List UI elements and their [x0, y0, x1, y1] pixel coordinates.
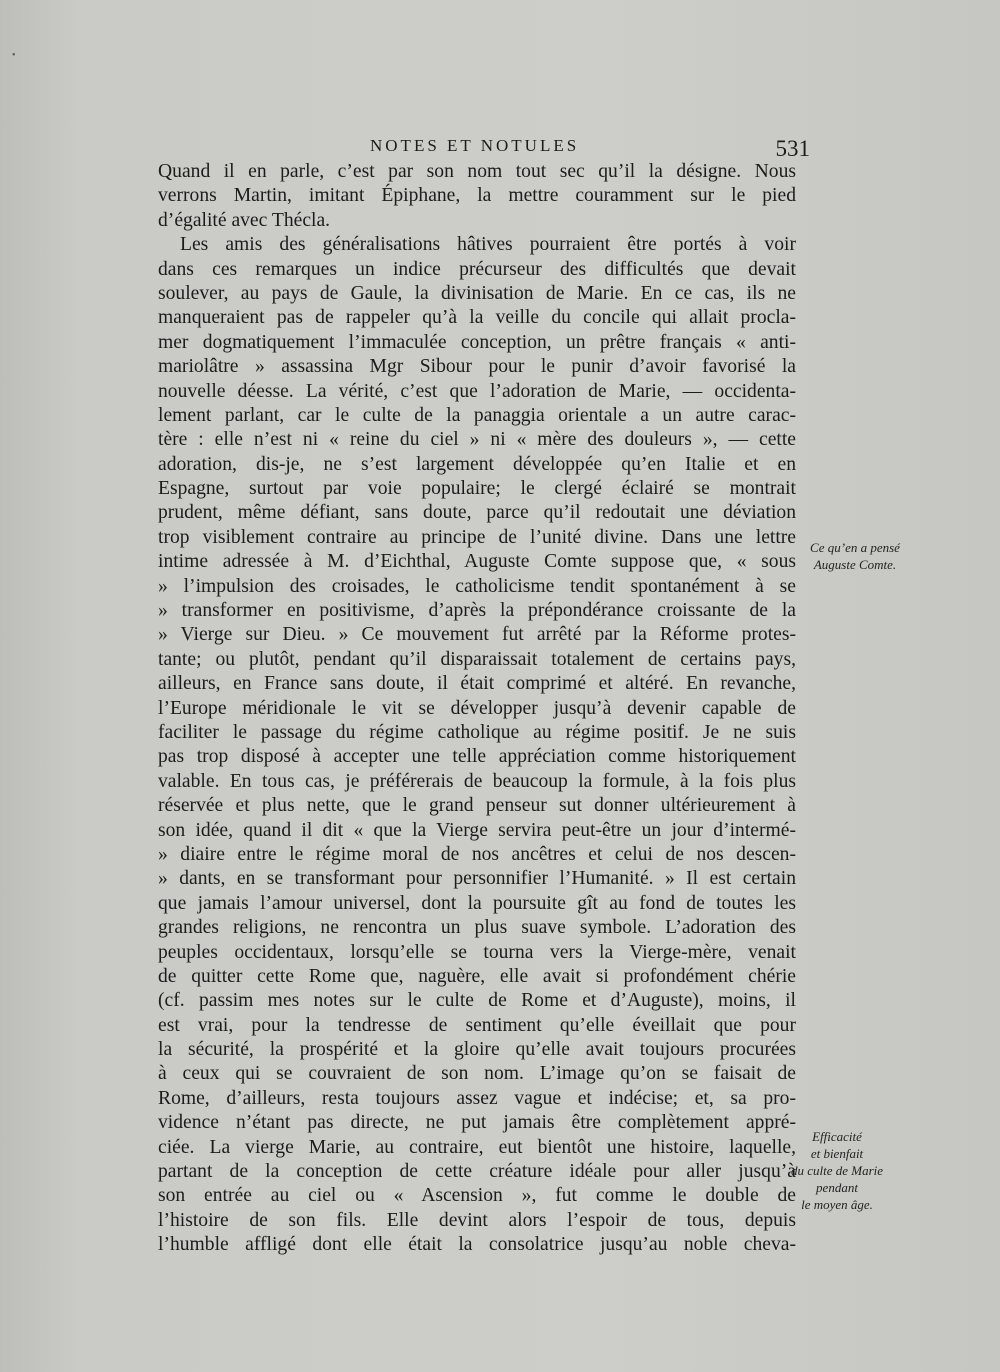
text-line: faciliter le passage du régime catholique au régime positif. Je ne suis: [158, 721, 796, 743]
text-line: est vrai, pour la tendresse de sentiment qu’elle éveillait que pour: [158, 1014, 796, 1036]
text-line: adoration, dis-je, ne s’est largement développée qu’en Italie et en: [158, 453, 796, 475]
text-line: d’égalité avec Thécla.: [158, 209, 331, 231]
text-line: l’Europe méridionale le vit se développer jusqu’à devenir capable de: [158, 697, 796, 719]
margin-note-line: pendant: [816, 1180, 858, 1195]
text-line: son idée, quand il dit « que la Vierge servira peut-être un jour d’intermé-: [158, 819, 796, 841]
margin-speck: •: [12, 50, 16, 61]
text-line: que jamais l’amour universel, dont la poursuite gît au fond de toutes les: [158, 892, 796, 914]
running-head: NOTES ET NOTULES: [370, 136, 580, 155]
text-line: mariolâtre » assassina Mgr Sibour pour le punir d’avoir favorisé la: [158, 356, 796, 378]
text-line: réservée et plus nette, que le grand penseur sut donner ultérieurement à: [158, 795, 796, 817]
text-line: dans ces remarques un indice précurseur des difficultés que devait: [158, 258, 796, 280]
text-line: (cf. passim mes notes sur le culte de Rome et d’Auguste), moins, il: [158, 990, 796, 1012]
text-line: tère : elle n’est ni « reine du ciel » ni « mère des douleurs », — cette: [158, 429, 796, 451]
text-line: » Vierge sur Dieu. » Ce mouvement fut arrêté par la Réforme protes-: [158, 624, 796, 646]
text-line: Rome, d’ailleurs, resta toujours assez vague et indécise; et, sa pro-: [158, 1087, 796, 1109]
text-line: » transformer en positivisme, d’après la prépondérance croissante de la: [158, 600, 796, 622]
text-line: pas trop disposé à accepter une telle appréciation comme historiquement: [158, 746, 796, 768]
text-line: à ceux qui se couvraient de son nom. L’image qu’on se faisait de: [158, 1063, 796, 1085]
text-line: verrons Martin, imitant Épiphane, la mettre couramment sur le pied: [158, 185, 796, 207]
margin-note-line: Auguste Comte.: [813, 557, 897, 572]
text-line: son entrée au ciel ou « Ascension », fut comme le double de: [158, 1185, 796, 1207]
text-line: manqueraient pas de rappeler qu’à la veille du concile qui allait procla-: [158, 307, 796, 329]
margin-note-line: Ce qu’en a pensé: [810, 540, 900, 555]
text-line: soulever, au pays de Gaule, la divinisation de Marie. En ce cas, ils ne: [158, 282, 796, 304]
text-line: » diaire entre le régime moral de nos ancêtres et celui de nos descen-: [158, 843, 796, 865]
margin-note-comte: [800, 539, 910, 573]
text-line: Les amis des généralisations hâtives pourraient être portés à voir: [180, 234, 796, 256]
text-line: Espagne, surtout par voie populaire; le clergé éclairé se montrait: [158, 478, 796, 500]
text-line: la sécurité, la prospérité et la gloire qu’elle avait toujours procurées: [158, 1039, 796, 1061]
margin-note-line: du culte de Marie: [790, 1163, 884, 1178]
text-line: » l’impulsion des croisades, le catholicisme tendit spontanément à se: [158, 575, 796, 597]
text-line: trop visiblement contraire au principe de l’unité divine. Dans une lettre: [158, 526, 796, 548]
text-line: l’histoire de son fils. Elle devint alors l’espoir de tous, depuis: [158, 1209, 796, 1231]
text-line: tante; ou plutôt, pendant qu’il disparaissait totalement de certains pays,: [158, 648, 796, 670]
text-line: grandes religions, ne rencontra un plus suave symbole. L’adoration des: [158, 917, 796, 939]
text-line: intime adressée à M. d’Eichthal, Auguste Comte suppose que, « sous: [158, 551, 796, 573]
text-line: mer dogmatiquement l’immaculée conception, un prêtre français « anti-: [158, 331, 796, 353]
text-line: ciée. La vierge Marie, au contraire, eut bientôt une histoire, laquelle,: [158, 1136, 796, 1158]
text-line: Quand il en parle, c’est par son nom tout sec qu’il la désigne. Nous: [158, 161, 796, 182]
text-line: valable. En tous cas, je préférerais de beaucoup la formule, à la fois plus: [158, 770, 796, 792]
body-text: [158, 160, 796, 1258]
margin-note-efficacite: [778, 1128, 896, 1213]
text-line: partant de la conception de cette créature idéale pour aller jusqu’à: [158, 1161, 796, 1183]
text-line: ailleurs, en France sans doute, il était comprimé et altéré. En revanche,: [158, 673, 796, 695]
margin-note-line: et bienfait: [810, 1146, 864, 1161]
margin-note-line: le moyen âge.: [801, 1197, 873, 1212]
text-line: peuples occidentaux, lorsqu’elle se tourna vers la Vierge-mère, venait: [158, 941, 796, 963]
page-number: 531: [775, 136, 810, 161]
margin-note-line: Efficacité: [812, 1129, 862, 1144]
text-line: vidence n’étant pas directe, ne put jamais être complètement appré-: [158, 1112, 796, 1134]
text-line: » dants, en se transformant pour personnifier l’Humanité. » Il est certain: [158, 868, 796, 890]
text-line: de quitter cette Rome que, naguère, elle avait si profondément chérie: [158, 965, 796, 987]
text-line: l’humble affligé dont elle était la consolatrice jusqu’au noble cheva-: [158, 1234, 796, 1256]
text-line: prudent, même défiant, sans doute, parce qu’il redoutait une déviation: [158, 502, 796, 524]
text-line: lement parlant, car le culte de la panaggia orientale a un autre carac-: [158, 404, 796, 426]
text-line: nouvelle déesse. La vérité, c’est que l’adoration de Marie, — occidenta-: [158, 380, 796, 402]
page-header: [160, 130, 810, 164]
